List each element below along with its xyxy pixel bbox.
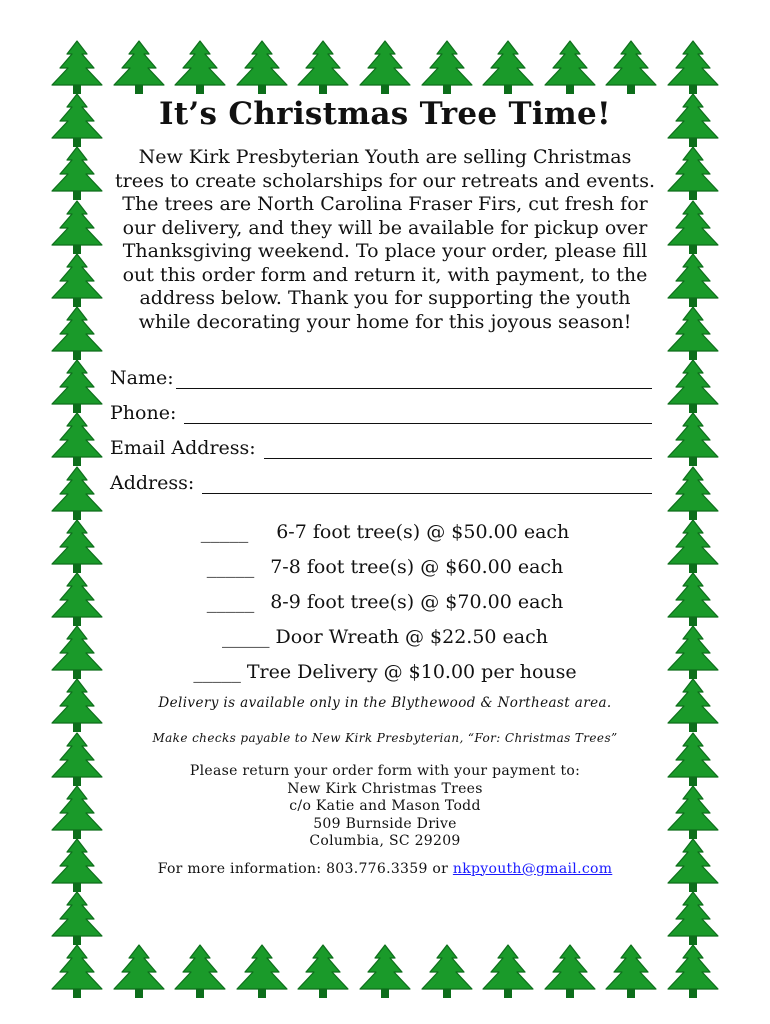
return-line: New Kirk Christmas Trees [287, 780, 483, 797]
order-item-label: Tree Delivery @ $10.00 per house [246, 661, 577, 683]
order-item-label: 8-9 foot tree(s) @ $70.00 each [270, 591, 564, 613]
email-link[interactable]: nkpyouth@gmail.com [452, 860, 613, 877]
christmas-tree-icon [46, 519, 108, 575]
christmas-tree-icon [354, 40, 416, 96]
name-label: Name: [110, 367, 174, 389]
more-info [110, 861, 660, 877]
christmas-tree-icon [662, 519, 724, 575]
christmas-tree-icon [46, 732, 108, 788]
christmas-tree-icon [46, 678, 108, 734]
flyer-content [110, 96, 660, 877]
christmas-tree-icon [662, 732, 724, 788]
christmas-tree-icon [231, 944, 293, 1000]
christmas-tree-icon [662, 572, 724, 628]
christmas-tree-icon [46, 253, 108, 309]
order-item-label: Door Wreath @ $22.50 each [275, 626, 548, 648]
christmas-tree-icon [46, 625, 108, 681]
christmas-tree-icon [662, 678, 724, 734]
christmas-tree-icon [46, 838, 108, 894]
christmas-tree-icon [231, 40, 293, 96]
phone-line[interactable] [184, 401, 652, 424]
order-item-door-wreath [110, 613, 660, 648]
christmas-tree-icon [662, 466, 724, 522]
christmas-tree-icon [662, 306, 724, 362]
checks-note: Make checks payable to New Kirk Presbyterian, “For: Christmas Trees” [152, 731, 618, 745]
christmas-tree-icon [539, 944, 601, 1000]
christmas-tree-icon [46, 466, 108, 522]
name-field[interactable] [110, 354, 660, 389]
quantity-blank[interactable]: _____ [193, 661, 241, 683]
more-info-text: For more information: 803.776.3359 or [157, 860, 453, 877]
return-address [110, 763, 660, 851]
flyer-title: It’s Christmas Tree Time! [159, 96, 611, 132]
contact-fields [110, 354, 660, 494]
christmas-tree-icon [46, 891, 108, 947]
christmas-tree-icon [169, 944, 231, 1000]
christmas-tree-icon [662, 200, 724, 256]
quantity-blank[interactable]: _____ [206, 556, 255, 578]
intro-paragraph: New Kirk Presbyterian Youth are selling Christmas trees to create scholarships for our retreats and events. The trees are North Carolina Fraser Firs, cut fresh for our delivery, and they will be available for pickup over Thanksgiving weekend. To place your order, please fill out this order form and return it, with payment, to the address below. Thank you for supporting the youth while decorating your home for this joyous season! [115, 146, 655, 333]
christmas-tree-icon [662, 625, 724, 681]
email-label: Email Address: [110, 437, 262, 459]
christmas-tree-icon [662, 412, 724, 468]
christmas-tree-icon [46, 200, 108, 256]
christmas-tree-icon [600, 944, 662, 1000]
address-field[interactable] [110, 459, 660, 494]
christmas-tree-icon [416, 40, 478, 96]
christmas-tree-icon [46, 572, 108, 628]
quantity-blank[interactable]: _____ [222, 626, 270, 648]
name-line[interactable] [176, 366, 652, 389]
christmas-tree-icon [46, 359, 108, 415]
delivery-note: Delivery is available only in the Blythewood & Northeast area. [158, 695, 612, 711]
christmas-tree-icon [662, 785, 724, 841]
christmas-tree-icon [108, 40, 170, 96]
christmas-tree-icon [662, 944, 724, 1000]
order-item-8-9-tree [110, 578, 660, 613]
christmas-tree-icon [477, 944, 539, 1000]
order-item-label: 6-7 foot tree(s) @ $50.00 each [276, 521, 570, 543]
christmas-tree-icon [539, 40, 601, 96]
christmas-tree-icon [662, 253, 724, 309]
phone-field[interactable] [110, 389, 660, 424]
christmas-tree-icon [354, 944, 416, 1000]
christmas-tree-icon [46, 785, 108, 841]
christmas-tree-icon [662, 93, 724, 149]
christmas-tree-icon [477, 40, 539, 96]
quantity-blank[interactable]: _____ [206, 591, 255, 613]
order-item-label: 7-8 foot tree(s) @ $60.00 each [270, 556, 564, 578]
christmas-tree-icon [46, 306, 108, 362]
christmas-tree-icon [108, 944, 170, 1000]
order-item-tree-delivery [110, 648, 660, 683]
address-label: Address: [110, 472, 201, 494]
christmas-tree-icon [169, 40, 231, 96]
christmas-tree-icon [46, 412, 108, 468]
order-list [110, 508, 660, 683]
christmas-tree-icon [292, 40, 354, 96]
christmas-tree-icon [600, 40, 662, 96]
christmas-tree-icon [662, 838, 724, 894]
christmas-tree-icon [46, 146, 108, 202]
email-line[interactable] [264, 436, 652, 459]
return-line: 509 Burnside Drive [313, 815, 457, 832]
christmas-tree-icon [662, 891, 724, 947]
order-item-6-7-tree [110, 508, 660, 543]
christmas-tree-icon [292, 944, 354, 1000]
quantity-blank[interactable]: _____ [200, 521, 249, 543]
christmas-tree-icon [416, 944, 478, 1000]
christmas-tree-icon [662, 40, 724, 96]
email-field[interactable] [110, 424, 660, 459]
return-line: Columbia, SC 29209 [309, 833, 461, 849]
christmas-tree-icon [46, 40, 108, 96]
christmas-tree-icon [662, 146, 724, 202]
christmas-tree-icon [46, 93, 108, 149]
christmas-tree-icon [662, 359, 724, 415]
return-line: c/o Katie and Mason Todd [289, 798, 481, 814]
order-item-7-8-tree [110, 543, 660, 578]
address-line[interactable] [202, 471, 652, 494]
return-line: Please return your order form with your payment to: [189, 763, 581, 779]
phone-label: Phone: [110, 402, 183, 424]
christmas-tree-icon [46, 944, 108, 1000]
